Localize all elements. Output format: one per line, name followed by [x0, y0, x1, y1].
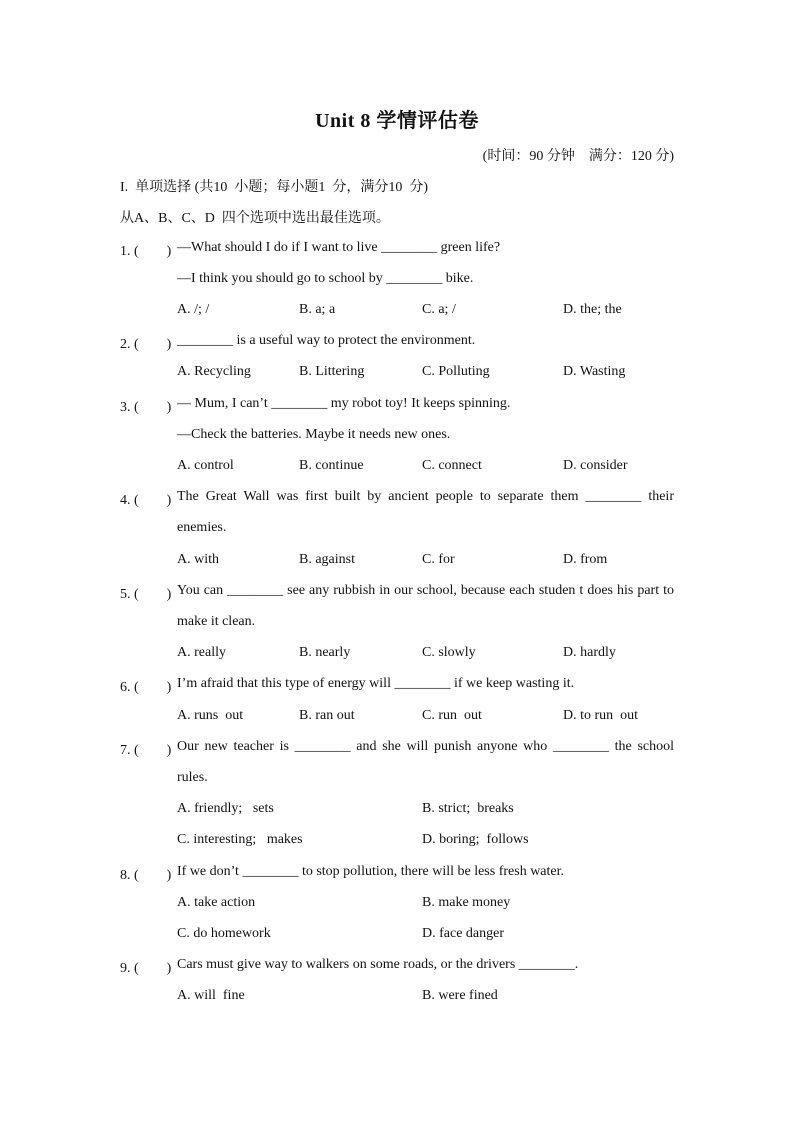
option-c: C. interesting; makes	[177, 832, 303, 847]
exam-meta: (时间：90 分钟 满分：120 分)	[482, 149, 674, 164]
option-d: D. Wasting	[563, 364, 626, 379]
option-a: A. will fine	[177, 988, 245, 1003]
option-d: D. consider	[563, 458, 628, 473]
option-a: A. Recycling	[177, 364, 251, 379]
question-stem: Cars must give way to walkers on some roads, or the drivers ________.	[177, 957, 579, 972]
option-d: D. the; the	[563, 302, 622, 317]
page-title: Unit 8 学情评估卷	[315, 110, 479, 132]
option-b: B. continue	[299, 458, 364, 473]
question-stem: You can ________ see any rubbish in our school, because each studen t does his part to make it clean.	[177, 583, 674, 629]
option-b: B. strict; breaks	[422, 801, 514, 816]
question-stem-reply: —I think you should go to school by ________ bike.	[177, 271, 474, 286]
question-stem: The Great Wall was first built by ancient people to separate them ________ their enemies.	[177, 489, 674, 535]
option-a: A. runs out	[177, 708, 244, 723]
question-number: 3. ( )	[120, 400, 172, 415]
option-d: D. boring; follows	[422, 832, 529, 847]
option-c: C. for	[422, 552, 455, 567]
question-stem: I’m afraid that this type of energy will ________ if we keep wasting it.	[177, 676, 575, 691]
question-stem: —What should I do if I want to live ________ green life?	[177, 240, 501, 255]
option-b: B. against	[299, 552, 355, 567]
question-number: 2. ( )	[120, 337, 172, 352]
question-stem-reply: —Check the batteries. Maybe it needs new ones.	[177, 427, 451, 442]
section-instruction: 从A、B、C、D 四个选项中选出最佳选项。	[120, 211, 390, 226]
question-number: 6. ( )	[120, 680, 172, 695]
question-stem: Our new teacher is ________ and she will punish anyone who ________ the school rules.	[177, 739, 674, 785]
option-b: B. were fined	[422, 988, 498, 1003]
question-stem: If we don’t ________ to stop pollution, there will be less fresh water.	[177, 864, 565, 879]
question-stem: — Mum, I can’t ________ my robot toy! It keeps spinning.	[177, 396, 511, 411]
option-a: A. take action	[177, 895, 256, 910]
option-c: C. do homework	[177, 926, 271, 941]
option-d: D. to run out	[563, 708, 639, 723]
question-number: 7. ( )	[120, 743, 172, 758]
option-c: C. Polluting	[422, 364, 490, 379]
option-c: C. slowly	[422, 645, 476, 660]
option-a: A. with	[177, 552, 219, 567]
option-b: B. Littering	[299, 364, 365, 379]
option-a: A. /; /	[177, 302, 210, 317]
question-number: 5. ( )	[120, 587, 172, 602]
option-b: B. nearly	[299, 645, 351, 660]
question-number: 8. ( )	[120, 868, 172, 883]
option-a: A. friendly; sets	[177, 801, 274, 816]
section-heading: I. 单项选择 (共10 小题；每小题1 分，满分10 分)	[120, 180, 428, 195]
option-d: D. from	[563, 552, 608, 567]
question-number: 4. ( )	[120, 493, 172, 508]
question-stem: ________ is a useful way to protect the environment.	[177, 333, 476, 348]
option-b: B. ran out	[299, 708, 355, 723]
option-a: A. control	[177, 458, 234, 473]
option-c: C. connect	[422, 458, 482, 473]
option-c: C. a; /	[422, 302, 456, 317]
option-c: C. run out	[422, 708, 482, 723]
question-number: 9. ( )	[120, 961, 172, 976]
option-b: B. make money	[422, 895, 511, 910]
option-a: A. really	[177, 645, 226, 660]
question-number: 1. ( )	[120, 244, 172, 259]
option-d: D. hardly	[563, 645, 616, 660]
option-b: B. a; a	[299, 302, 336, 317]
option-d: D. face danger	[422, 926, 505, 941]
